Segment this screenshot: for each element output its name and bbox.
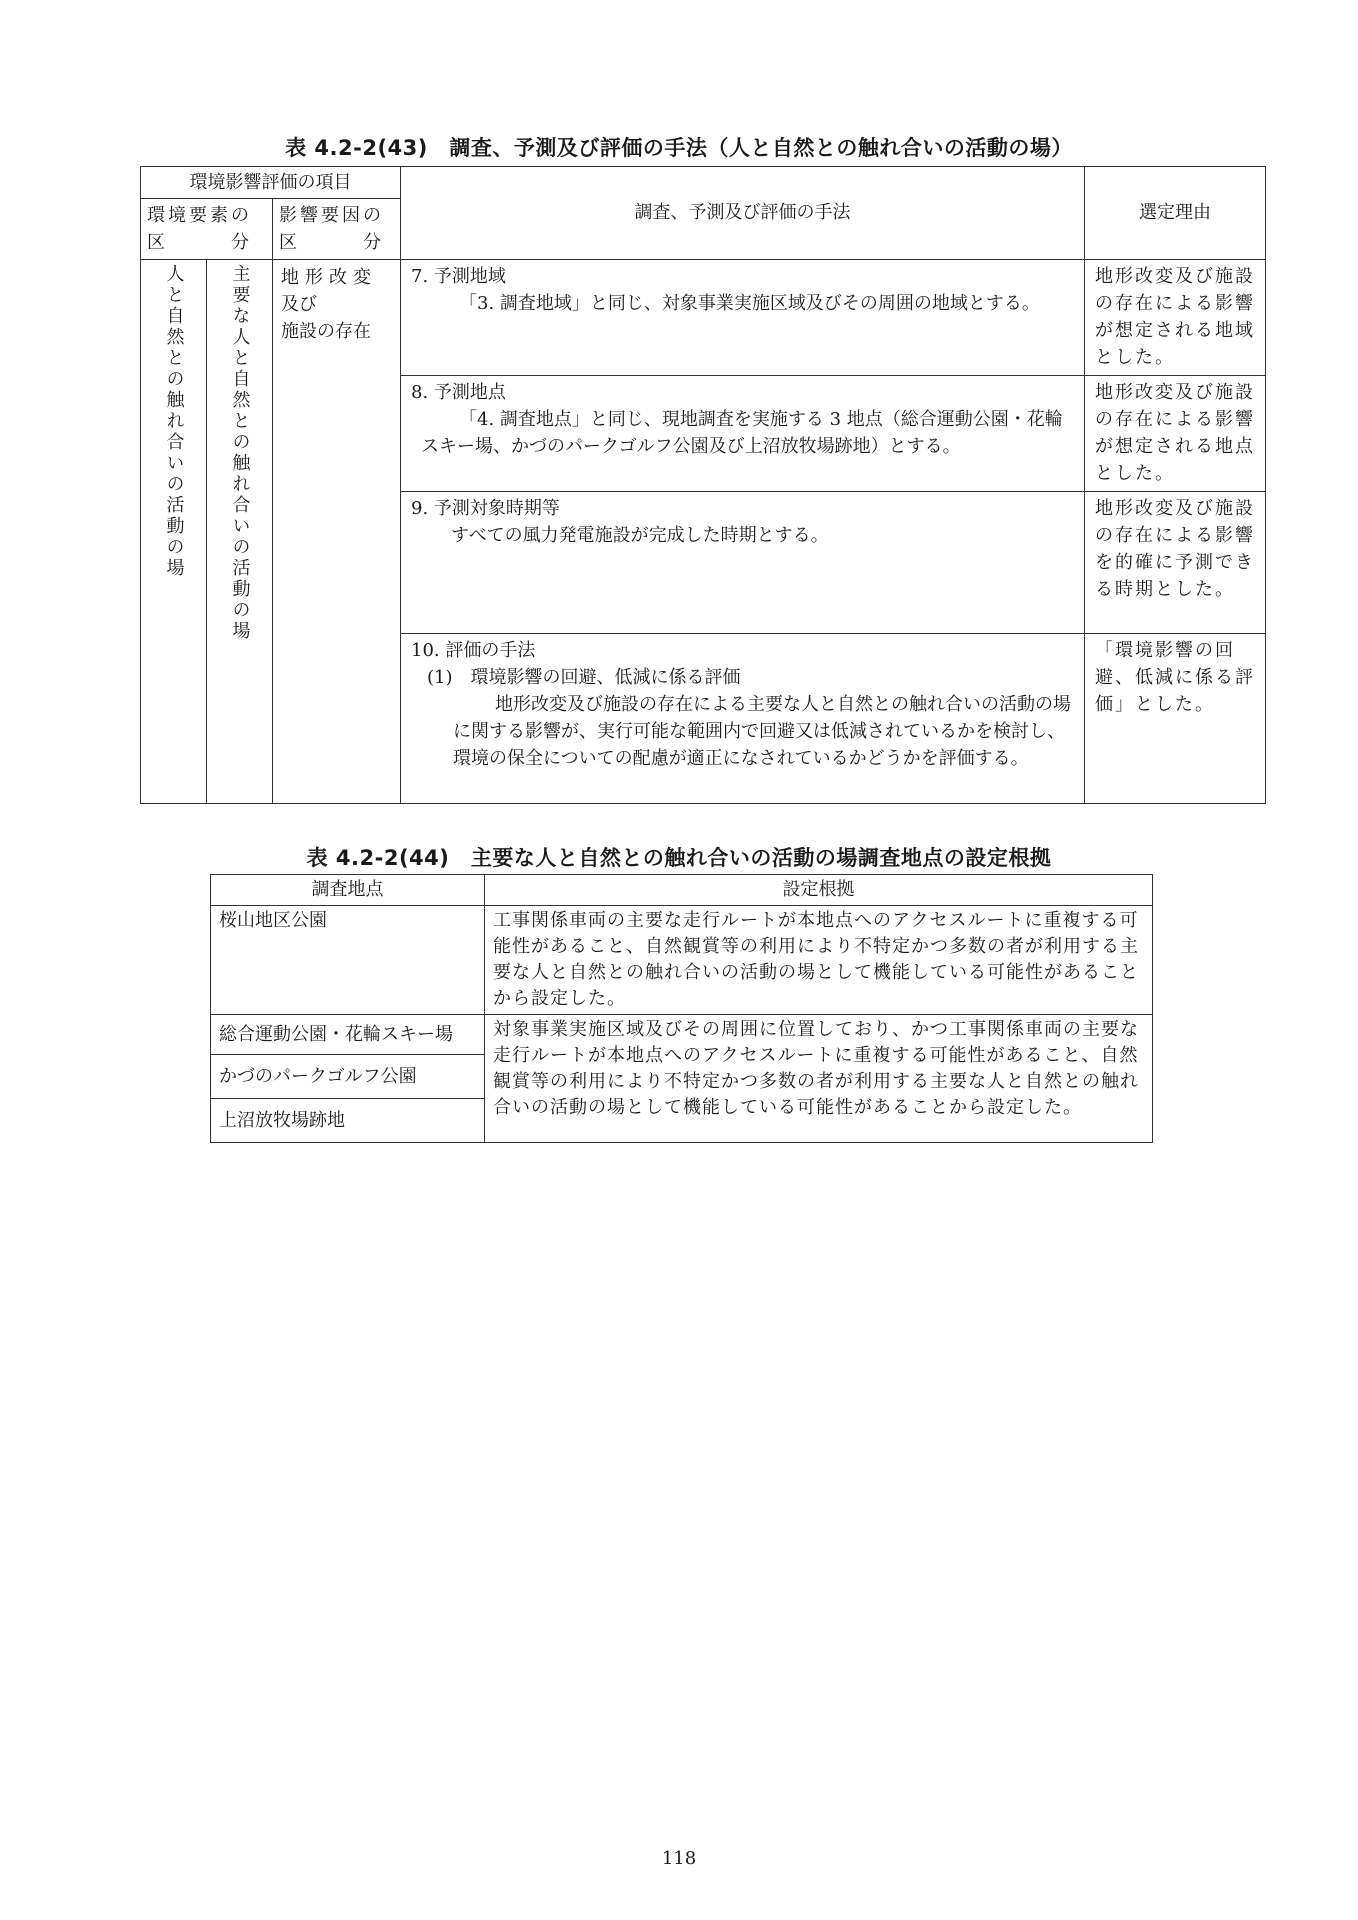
reason-cell: 「環境影響の回避、低減に係る評価」とした。 — [1085, 634, 1266, 804]
method-title: 10. 評価の手法 — [411, 640, 536, 661]
site-cell: 桜山地区公園 — [211, 906, 485, 1015]
env-element-minor-text: 主要な人と自然との触れ合いの活動の場 — [229, 264, 251, 642]
impact-factor — [273, 260, 401, 804]
header-basis: 設定根拠 — [485, 875, 1153, 906]
header-env-element-line1: 環境要素の — [147, 205, 252, 226]
method-body: すべての風力発電施設が完成した時期とする。 — [451, 525, 829, 546]
method-title: 7. 予測地域 — [411, 266, 506, 287]
method-cell — [401, 260, 1085, 376]
table-caption: 表 4.2-2(44) 主要な人と自然との触れ合いの活動の場調査地点の設定根拠 — [306, 846, 1052, 870]
method-body: 地形改変及び施設の存在による主要な人と自然との触れ合いの活動の場に関する影響が、実行可能な範囲内で回避又は低減されているかを検討し、環境の保全についての配慮が適正になされているかどうかを評価する。 — [453, 694, 1072, 769]
site-cell: かづのパークゴルフ公園 — [211, 1055, 485, 1099]
reason-cell: 地形改変及び施設の存在による影響を的確に予測できる時期とした。 — [1085, 492, 1266, 634]
impact-factor-line3: 施設の存在 — [281, 321, 371, 342]
method-body: 「4. 調査地点」と同じ、現地調査を実施する 3 地点（総合運動公園・花輪スキー場、かづのパークゴルフ公園及び上沼放牧場跡地）とする。 — [421, 409, 1063, 457]
header-env-element — [141, 199, 273, 260]
header-reason: 選定理由 — [1085, 167, 1266, 260]
impact-factor-line2b: び — [299, 294, 317, 315]
header-env-element-line2: 区 分 — [147, 232, 252, 253]
reason-cell: 地形改変及び施設の存在による影響が想定される地域とした。 — [1085, 260, 1266, 376]
impact-factor-line2a: 及 — [281, 294, 299, 315]
page-number: 118 — [661, 1848, 697, 1869]
env-element-major — [141, 260, 207, 804]
header-factor — [273, 199, 401, 260]
methods-table — [140, 166, 1266, 804]
method-cell — [401, 376, 1085, 492]
env-element-minor — [207, 260, 273, 804]
method-title: 9. 予測対象時期等 — [411, 498, 560, 519]
header-assessment-items: 環境影響評価の項目 — [141, 167, 401, 199]
header-factor-line2: 区 分 — [279, 232, 384, 253]
basis-cell: 工事関係車両の主要な走行ルートが本地点へのアクセスルートに重複する可能性があること、自然観賞等の利用により不特定かつ多数の者が利用する主要な人と自然との触れ合いの活動の場として機能している可能性があることから設定した。 — [485, 906, 1153, 1015]
site-basis-table — [210, 874, 1153, 1143]
site-cell: 上沼放牧場跡地 — [211, 1099, 485, 1143]
method-cell — [401, 634, 1085, 804]
table-caption: 表 4.2-2(43) 調査、予測及び評価の手法（人と自然との触れ合いの活動の場） — [285, 136, 1073, 160]
impact-factor-line1: 地形改変 — [281, 267, 377, 288]
env-element-major-text: 人と自然との触れ合いの活動の場 — [163, 264, 185, 579]
site-cell: 総合運動公園・花輪スキー場 — [211, 1015, 485, 1055]
method-subtitle: (1) 環境影響の回避、低減に係る評価 — [427, 667, 741, 688]
reason-cell: 地形改変及び施設の存在による影響が想定される地点とした。 — [1085, 376, 1266, 492]
header-site: 調査地点 — [211, 875, 485, 906]
method-cell — [401, 492, 1085, 634]
method-title: 8. 予測地点 — [411, 382, 506, 403]
method-body: 「3. 調査地域」と同じ、対象事業実施区域及びその周囲の地域とする。 — [459, 293, 1040, 314]
header-method: 調査、予測及び評価の手法 — [401, 167, 1085, 260]
basis-cell: 対象事業実施区域及びその周囲に位置しており、かつ工事関係車両の主要な走行ルートが本地点へのアクセスルートに重複する可能性があること、自然観賞等の利用により不特定かつ多数の者が利用する主要な人と自然との触れ合いの活動の場として機能している可能性があることから設定した。 — [485, 1015, 1153, 1143]
header-factor-line1: 影響要因の — [279, 205, 384, 226]
